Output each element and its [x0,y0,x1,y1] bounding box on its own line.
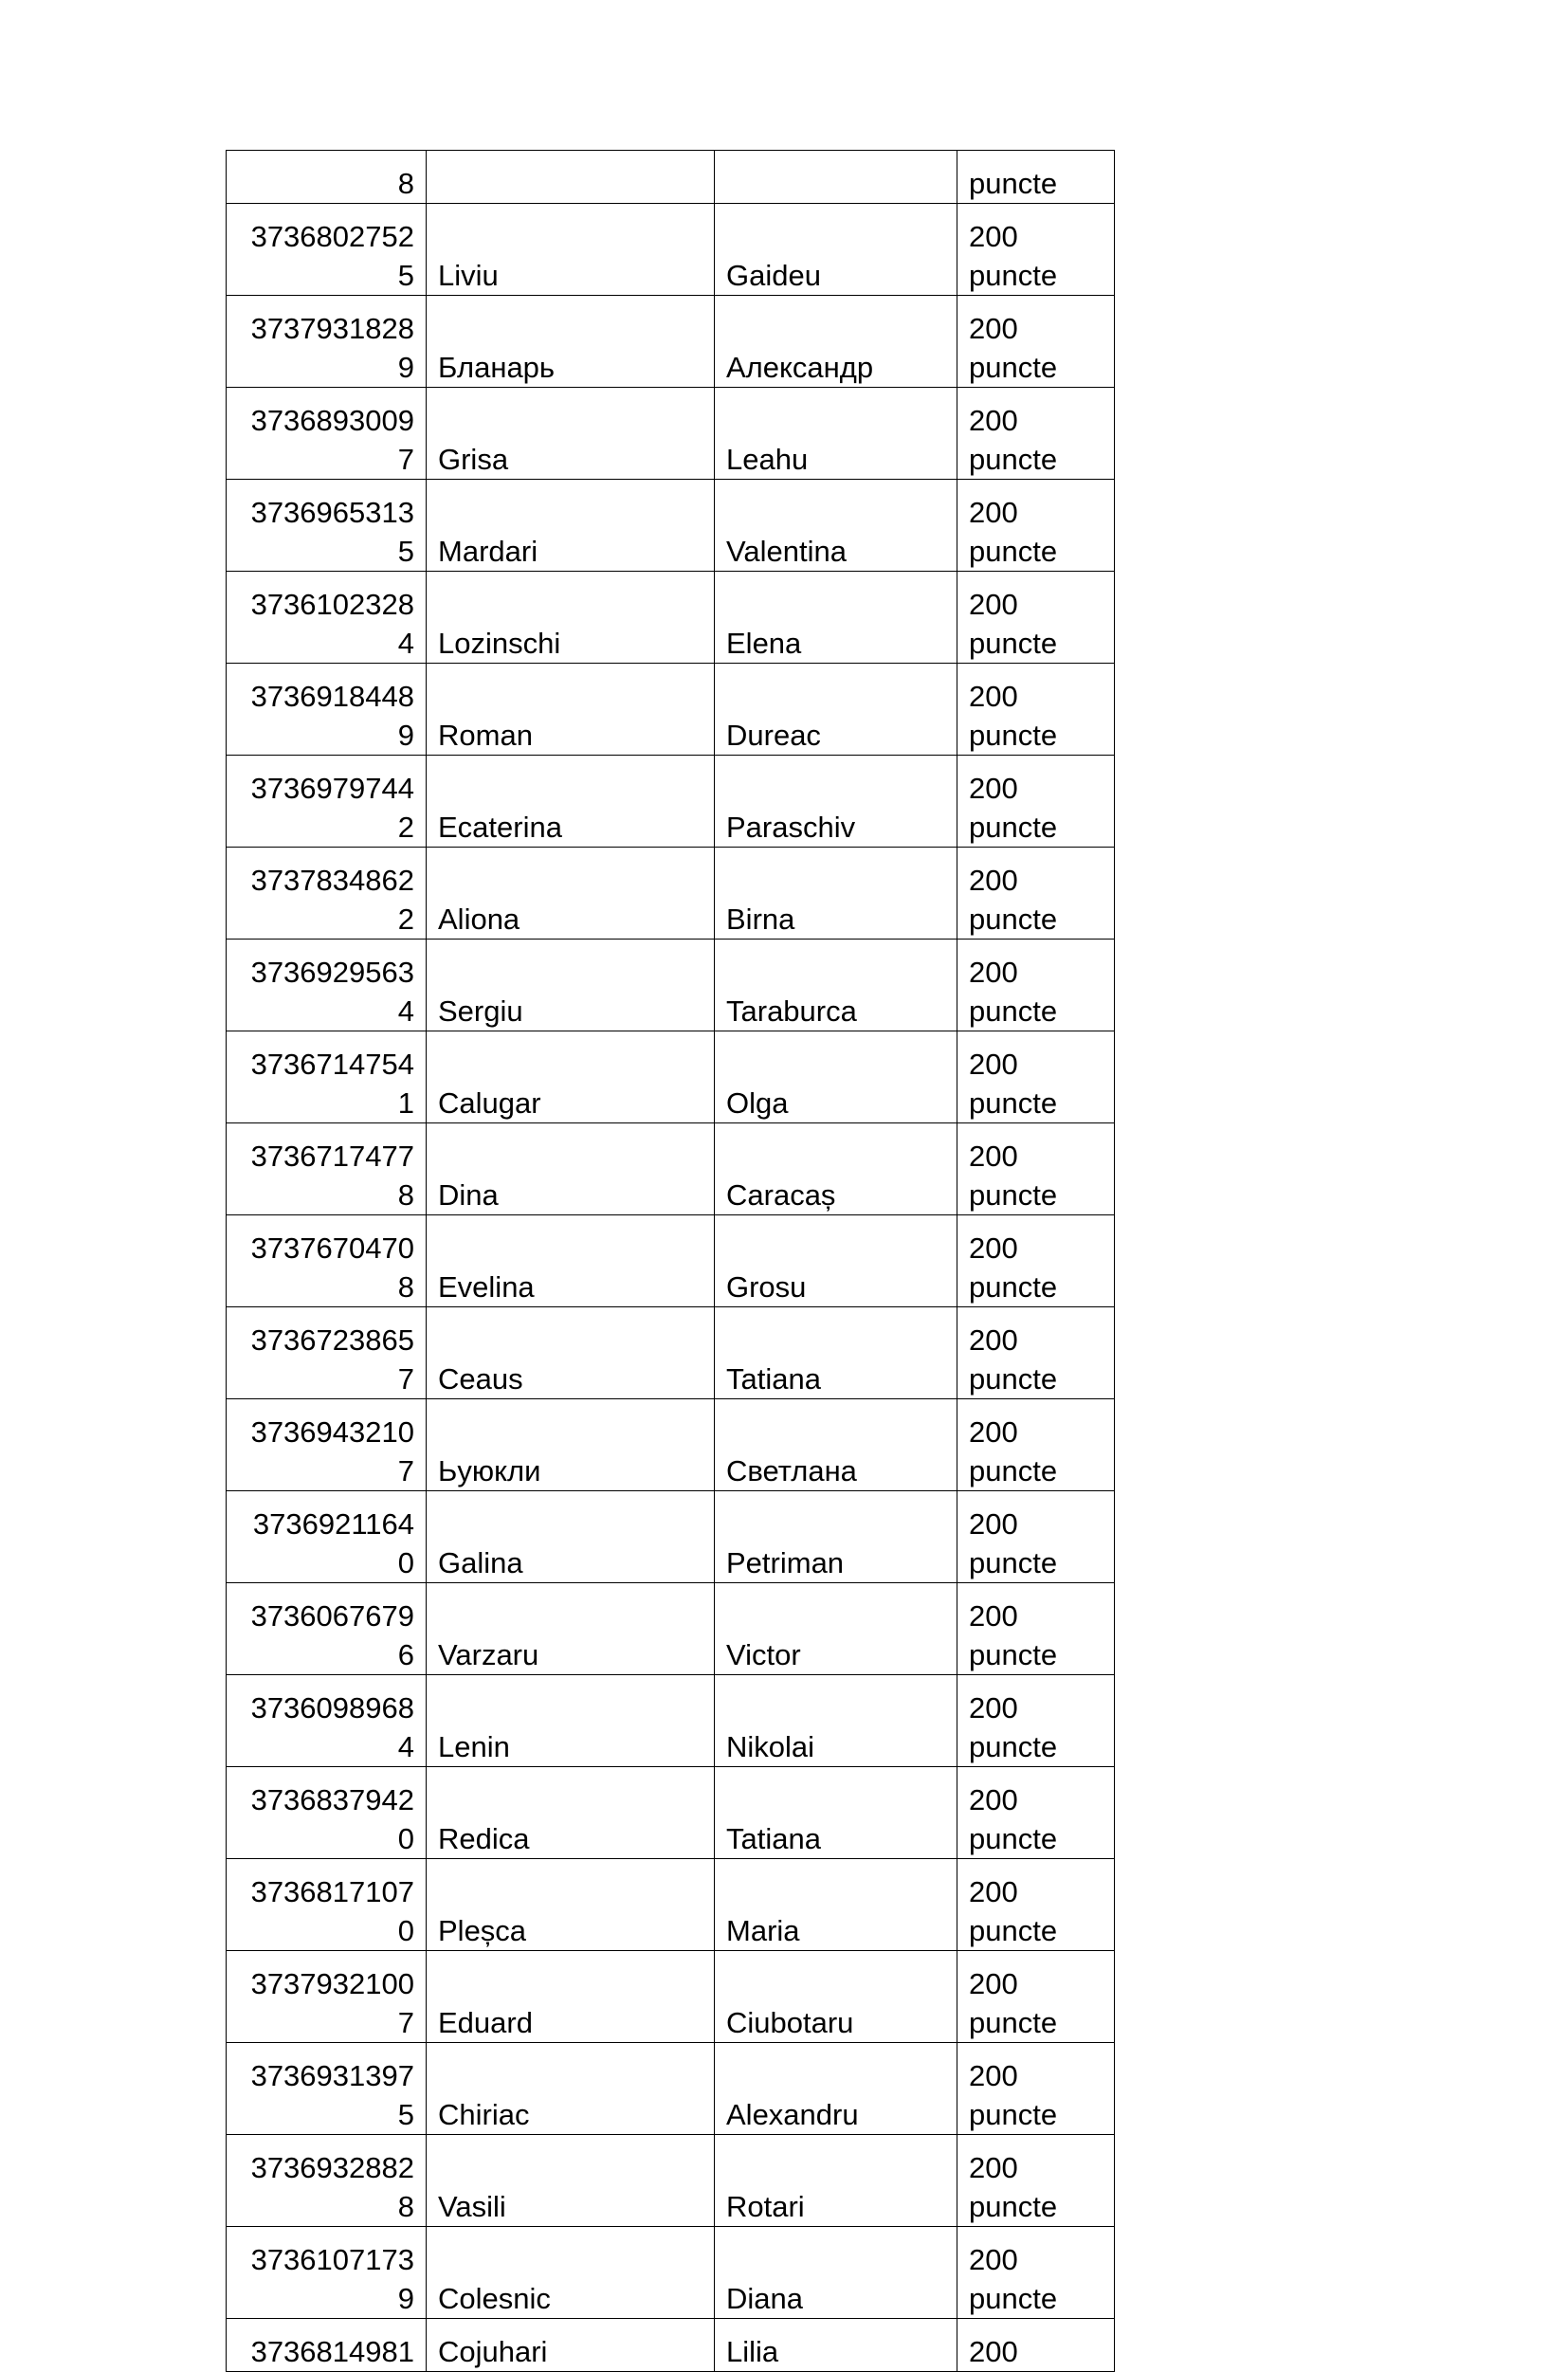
cell-points-line: 200 [969,312,1018,345]
cell-first-field [427,296,715,388]
cell-points-line: puncte [969,903,1058,936]
cell-first-field [427,940,715,1031]
table-row [227,1123,1115,1215]
cell-points-line: puncte [969,719,1058,752]
cell-second-field [715,2043,957,2135]
cell-second-field-text: Alexandru [726,2098,859,2131]
cell-points-line: 200 [969,1783,1018,1816]
cell-first-field-text: Galina [438,1546,523,1579]
cell-points-line: 200 [969,1232,1018,1265]
cell-second-field-text: Lilia [726,2335,779,2368]
cell-points [957,480,1115,572]
cell-points-line: puncte [969,1546,1058,1579]
cell-first-field [427,1675,715,1767]
cell-phone-id-line: 3736107173 [250,2243,414,2276]
cell-second-field-text: Maria [726,1914,800,1947]
cell-first-field [427,2043,715,2135]
cell-first-field [427,1399,715,1491]
cell-phone-id [227,296,427,388]
cell-first-field [427,1583,715,1675]
cell-second-field [715,151,957,204]
table-row [227,1399,1115,1491]
cell-first-field-text: Varzaru [438,1638,539,1671]
cell-phone-id-line: 9 [397,2282,414,2315]
cell-phone-id [227,1307,427,1399]
cell-second-field-text: Александр [726,351,874,384]
cell-points [957,572,1115,664]
cell-first-field [427,1123,715,1215]
cell-phone-id [227,848,427,940]
cell-second-field [715,204,957,296]
cell-first-field-text: Lenin [438,1730,510,1763]
cell-second-field-text: Grosu [726,1270,807,1304]
cell-points [957,388,1115,480]
cell-points-line: puncte [969,1822,1058,1855]
cell-points [957,1399,1115,1491]
cell-points-line: 200 [969,1691,1018,1724]
cell-points [957,1123,1115,1215]
cell-phone-id-line: 3737834862 [250,864,414,897]
cell-points-line: 200 [969,1323,1018,1357]
cell-second-field-text: Светлана [726,1454,857,1487]
cell-phone-id-line: 3737670470 [250,1232,414,1265]
cell-phone-id-line: 3736965313 [250,496,414,529]
table-row [227,1491,1115,1583]
table-row [227,1583,1115,1675]
cell-points [957,296,1115,388]
cell-phone-id [227,151,427,204]
cell-points-line: puncte [969,1454,1058,1487]
cell-points [957,1031,1115,1123]
cell-points-line: 200 [969,2335,1018,2368]
cell-second-field-text: Rotari [726,2190,805,2223]
cell-second-field [715,480,957,572]
table-row [227,940,1115,1031]
cell-phone-id-line: 3736814981 [250,2335,414,2368]
cell-first-field-text: Colesnic [438,2282,551,2315]
cell-points-line: puncte [969,167,1058,200]
cell-phone-id-line: 2 [397,811,414,844]
cell-points-line: puncte [969,1086,1058,1120]
cell-phone-id-line: 5 [397,535,414,568]
cell-points-line: puncte [969,1638,1058,1671]
cell-phone-id [227,1123,427,1215]
cell-phone-id-line: 3736067679 [250,1599,414,1633]
cell-phone-id-line: 9 [397,719,414,752]
cell-first-field-text: Dina [438,1178,499,1212]
cell-points-line: puncte [969,1914,1058,1947]
cell-phone-id [227,1767,427,1859]
cell-phone-id [227,1491,427,1583]
cell-first-field-text: Vasili [438,2190,506,2223]
table-row [227,388,1115,480]
cell-phone-id-line: 2 [397,903,414,936]
table-row [227,1215,1115,1307]
cell-first-field [427,1307,715,1399]
cell-second-field-text: Ciubotaru [726,2006,854,2039]
cell-phone-id-line: 8 [397,2190,414,2223]
cell-phone-id [227,1951,427,2043]
cell-first-field-text: Sergiu [438,994,523,1028]
table-row [227,1031,1115,1123]
cell-points [957,2319,1115,2372]
cell-phone-id [227,2227,427,2319]
cell-second-field-text: Paraschiv [726,811,856,844]
cell-points-line: 200 [969,864,1018,897]
cell-phone-id-line: 7 [397,443,414,476]
cell-phone-id-line: 4 [397,627,414,660]
cell-first-field [427,756,715,848]
table-row [227,2135,1115,2227]
cell-phone-id-line: 3736979744 [250,772,414,805]
cell-first-field-text: Ьуюкли [438,1454,541,1487]
cell-phone-id-line: 3736921164 [252,1507,414,1541]
cell-second-field-text: Elena [726,627,802,660]
cell-points [957,940,1115,1031]
cell-phone-id [227,756,427,848]
table-row [227,2227,1115,2319]
cell-points-line: 200 [969,1875,1018,1908]
cell-second-field [715,1215,957,1307]
cell-first-field [427,848,715,940]
table-row [227,1767,1115,1859]
cell-points-line: 200 [969,2059,1018,2092]
cell-points-line: puncte [969,1730,1058,1763]
cell-phone-id-line: 3737932100 [250,1967,414,2000]
cell-phone-id-line: 4 [397,1730,414,1763]
cell-points-line: 200 [969,496,1018,529]
table-row [227,1307,1115,1399]
cell-phone-id [227,2135,427,2227]
table-row [227,2319,1115,2372]
cell-first-field [427,204,715,296]
table-row [227,1675,1115,1767]
table-row [227,480,1115,572]
cell-second-field-text: Tatiana [726,1822,821,1855]
cell-points [957,2227,1115,2319]
cell-points-line: 200 [969,680,1018,713]
cell-phone-id-line: 3736802752 [250,220,414,253]
cell-points-line: puncte [969,535,1058,568]
cell-points-line: 200 [969,1599,1018,1633]
cell-first-field [427,1215,715,1307]
cell-points [957,1583,1115,1675]
cell-phone-id [227,204,427,296]
cell-second-field [715,296,957,388]
cell-first-field-text: Pleșca [438,1914,527,1947]
cell-phone-id-line: 3736714754 [250,1048,414,1081]
cell-first-field-text: Aliona [438,903,520,936]
cell-first-field [427,480,715,572]
cell-points-line: 200 [969,956,1018,989]
cell-phone-id [227,1215,427,1307]
cell-points-line: 200 [969,1415,1018,1449]
cell-second-field [715,848,957,940]
cell-first-field-text: Roman [438,719,533,752]
cell-phone-id-line: 3736918448 [250,680,414,713]
cell-first-field [427,1031,715,1123]
table-row [227,296,1115,388]
cell-phone-id-line: 8 [397,1178,414,1212]
cell-second-field-text: Petriman [726,1546,845,1579]
cell-phone-id [227,2043,427,2135]
cell-first-field [427,1767,715,1859]
cell-first-field-text: Liviu [438,259,499,292]
cell-second-field [715,1123,957,1215]
table-row [227,1951,1115,2043]
cell-second-field [715,1859,957,1951]
cell-second-field [715,756,957,848]
cell-points-line: 200 [969,1507,1018,1541]
cell-first-field [427,2135,715,2227]
cell-points [957,2043,1115,2135]
cell-phone-id-line: 7 [397,1454,414,1487]
cell-points-line: puncte [969,1270,1058,1304]
cell-phone-id-line: 3736931397 [250,2059,414,2092]
cell-second-field [715,1307,957,1399]
cell-points-line: 200 [969,2243,1018,2276]
cell-second-field-text: Dureac [726,719,821,752]
cell-second-field-text: Tatiana [726,1362,821,1396]
cell-points [957,1767,1115,1859]
cell-points-line: 200 [969,1967,1018,2000]
cell-second-field-text: Nikolai [726,1730,815,1763]
cell-first-field [427,664,715,756]
cell-points-line: puncte [969,259,1058,292]
cell-phone-id-line: 7 [397,2006,414,2039]
cell-phone-id [227,664,427,756]
cell-phone-id-line: 8 [397,167,414,200]
cell-phone-id-line: 0 [397,1914,414,1947]
cell-phone-id-line: 3736102328 [250,588,414,621]
cell-points [957,1307,1115,1399]
cell-first-field [427,151,715,204]
table-row [227,664,1115,756]
cell-phone-id-line: 5 [397,259,414,292]
cell-points-line: puncte [969,351,1058,384]
cell-phone-id-line: 3736929563 [250,956,414,989]
cell-points [957,756,1115,848]
cell-points-line: 200 [969,772,1018,805]
cell-second-field-text: Gaideu [726,259,821,292]
cell-phone-id-line: 3737931828 [250,312,414,345]
cell-phone-id-line: 3736932882 [250,2151,414,2184]
table-row [227,151,1115,204]
cell-first-field [427,388,715,480]
cell-phone-id-line: 7 [397,1362,414,1396]
cell-points [957,664,1115,756]
cell-phone-id-line: 9 [397,351,414,384]
cell-second-field [715,2319,957,2372]
cell-phone-id [227,480,427,572]
cell-first-field-text: Ceaus [438,1362,523,1396]
cell-first-field-text: Mardari [438,535,538,568]
cell-second-field [715,572,957,664]
cell-points-line: puncte [969,2098,1058,2131]
cell-phone-id-line: 3736817107 [250,1875,414,1908]
cell-second-field [715,1031,957,1123]
cell-phone-id-line: 5 [397,2098,414,2131]
cell-points-line: puncte [969,811,1058,844]
cell-second-field-text: Victor [726,1638,801,1671]
cell-first-field [427,572,715,664]
cell-phone-id [227,388,427,480]
table-row [227,2043,1115,2135]
cell-points-line: puncte [969,2190,1058,2223]
cell-phone-id [227,1031,427,1123]
cell-second-field-text: Diana [726,2282,803,2315]
cell-phone-id-line: 8 [397,1270,414,1304]
cell-points-line: puncte [969,1362,1058,1396]
cell-second-field [715,1951,957,2043]
cell-phone-id [227,1859,427,1951]
table-body [227,151,1115,2372]
cell-points-line: puncte [969,627,1058,660]
cell-points [957,848,1115,940]
cell-first-field-text: Lozinschi [438,627,561,660]
cell-second-field [715,1767,957,1859]
cell-points [957,1491,1115,1583]
cell-first-field-text: Redica [438,1822,530,1855]
cell-points-line: 200 [969,588,1018,621]
cell-first-field-text: Grisa [438,443,509,476]
cell-phone-id [227,572,427,664]
cell-points-line: 200 [969,2151,1018,2184]
cell-second-field [715,388,957,480]
cell-phone-id-line: 0 [397,1822,414,1855]
cell-points-line: puncte [969,2282,1058,2315]
table-row [227,572,1115,664]
cell-first-field-text: Cojuhari [438,2335,548,2368]
cell-points-line: puncte [969,994,1058,1028]
cell-points [957,204,1115,296]
cell-phone-id [227,2319,427,2372]
cell-points-line: 200 [969,1140,1018,1173]
cell-first-field-text: Бланарь [438,351,556,384]
cell-points [957,1859,1115,1951]
cell-second-field-text: Birna [726,903,795,936]
cell-second-field-text: Valentina [726,535,847,568]
table-row [227,756,1115,848]
table-row [227,848,1115,940]
cell-phone-id-line: 1 [397,1086,414,1120]
cell-points [957,1215,1115,1307]
cell-phone-id-line: 4 [397,994,414,1028]
cell-phone-id-line: 3736098968 [250,1691,414,1724]
cell-first-field-text: Calugar [438,1086,541,1120]
cell-phone-id-line: 3736723865 [250,1323,414,1357]
cell-first-field-text: Eduard [438,2006,533,2039]
cell-phone-id [227,1399,427,1491]
cell-points [957,1675,1115,1767]
table-row [227,1859,1115,1951]
cell-first-field [427,1951,715,2043]
cell-second-field [715,1491,957,1583]
cell-phone-id-line: 3736717477 [250,1140,414,1173]
cell-second-field [715,2135,957,2227]
cell-points [957,151,1115,204]
cell-points [957,1951,1115,2043]
participants-table [226,150,1115,2372]
cell-points-line: puncte [969,2006,1058,2039]
cell-second-field [715,2227,957,2319]
cell-first-field [427,2227,715,2319]
cell-first-field [427,1859,715,1951]
cell-points-line: 200 [969,220,1018,253]
cell-second-field [715,1675,957,1767]
table-row [227,204,1115,296]
cell-second-field-text: Caracaș [726,1178,836,1212]
cell-second-field-text: Leahu [726,443,809,476]
cell-points-line: 200 [969,404,1018,437]
cell-points [957,2135,1115,2227]
cell-first-field-text: Evelina [438,1270,535,1304]
cell-phone-id [227,1583,427,1675]
cell-phone-id-line: 6 [397,1638,414,1671]
cell-second-field-text: Taraburca [726,994,857,1028]
cell-points-line: puncte [969,443,1058,476]
cell-points-line: puncte [969,1178,1058,1212]
cell-points-line: 200 [969,1048,1018,1081]
cell-second-field [715,1399,957,1491]
cell-phone-id-line: 3736893009 [250,404,414,437]
cell-second-field [715,1583,957,1675]
cell-phone-id [227,940,427,1031]
cell-first-field [427,1491,715,1583]
cell-phone-id-line: 0 [397,1546,414,1579]
cell-second-field-text: Olga [726,1086,789,1120]
cell-first-field-text: Ecaterina [438,811,562,844]
cell-phone-id-line: 3736837942 [250,1783,414,1816]
cell-first-field-text: Chiriac [438,2098,530,2131]
cell-phone-id-line: 3736943210 [250,1415,414,1449]
cell-first-field [427,2319,715,2372]
cell-second-field [715,940,957,1031]
cell-phone-id [227,1675,427,1767]
cell-second-field [715,664,957,756]
